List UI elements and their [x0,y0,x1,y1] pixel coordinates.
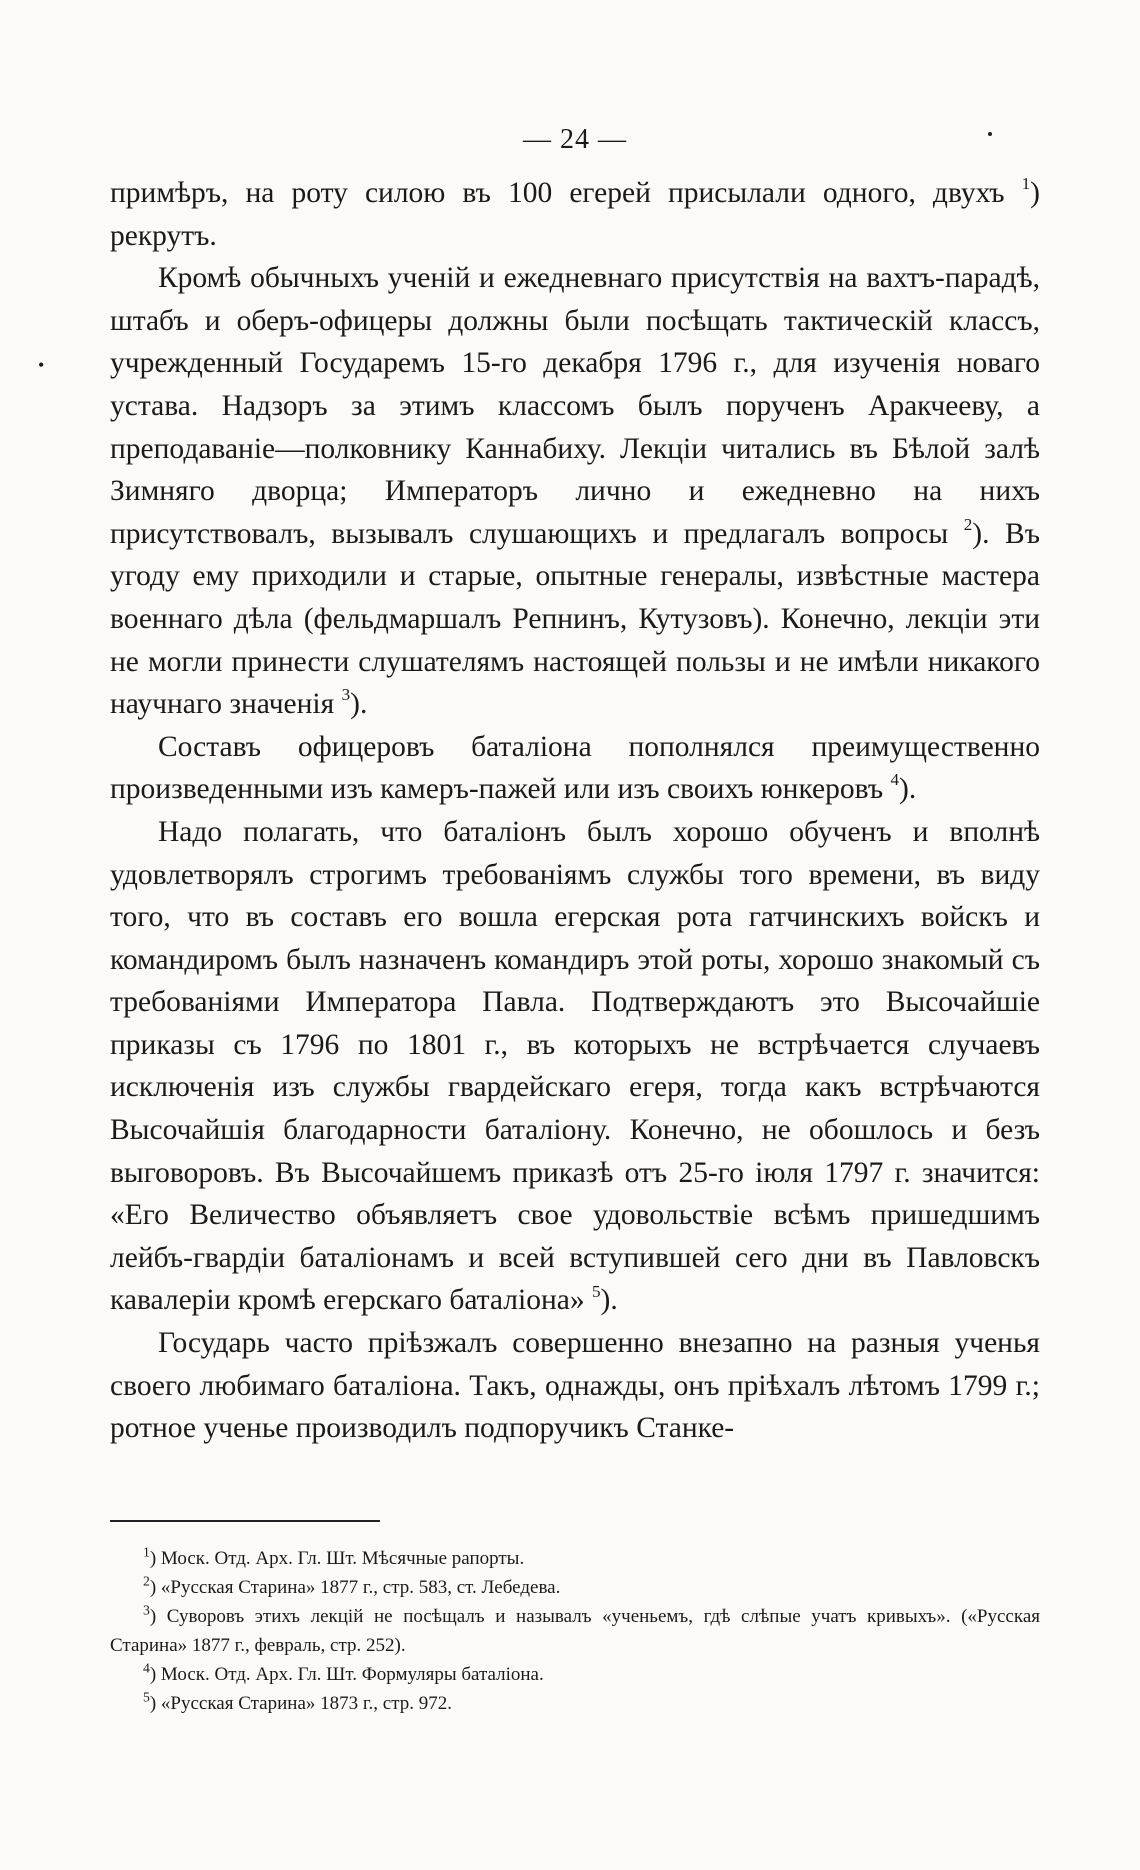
footnote-ref-4: 4 [890,770,900,790]
footnote-1-text: ) Моск. Отд. Арх. Гл. Шт. Мѣсячные рапорты. [149,1547,525,1569]
paragraph-1-tail: ) рекрутъ. [110,177,1040,252]
paragraph-2-tail: ). Въ угоду ему приходили и старые, опытные генералы, извѣстные мастера военнаго дѣла (фельдмаршалъ Репнинъ, Кутузовъ). Конечно, лекціи эти не могли принести слушателямъ настоящей пользы и не имѣли никакого научнаго значенія [110,517,1040,721]
paragraph-4-text: Надо полагать, что баталіонъ былъ хорошо обученъ и вполнѣ удовлетворялъ строгимъ требованіямъ службы того времени, въ виду того, что въ составъ его вошла егерская рота гатчинскихъ войскъ и командиромъ былъ назначенъ командиръ этой роты, хорошо знакомый съ требованіями Императора Павла. Подтверждаютъ это Высочайшіе приказы съ 1796 по 1801 г., въ которыхъ не встрѣчается случаевъ исключенія изъ службы гвардейскаго егеря, тогда какъ встрѣчаются Высочайшія благодарности баталіону. Конечно, не обошлось и безъ выговоровъ. Въ Высочайшемъ приказѣ отъ 25-го іюля 1797 г. значится: «Его Величество объявляетъ свое удовольствіе всѣмъ пришедшимъ лейбъ-гвардіи баталіонамъ и всей вступившей сего дни въ Павловскъ кавалеріи кромѣ егерскаго баталіона» [110,815,1040,1317]
footnote-ref-1: 1 [1021,174,1031,194]
footnotes [110,1544,1040,1718]
paragraph-1-text: примѣръ, на роту силою въ 100 егерей присылали одного, двухъ [110,177,1022,209]
footnote-5-number: 5 [143,1689,150,1705]
footnote-2-number: 2 [143,1573,150,1589]
main-text [110,172,1040,1450]
paragraph-1 [110,172,1040,257]
footnote-5-text: ) «Русская Старина» 1873 г., стр. 972. [149,1692,452,1714]
page-number: — 24 — [523,124,627,155]
footnote-5 [110,1689,1040,1718]
footnote-ref-5: 5 [591,1281,601,1301]
paragraph-3 [110,726,1040,811]
footnote-3-number: 3 [143,1602,150,1618]
paragraph-2 [110,257,1040,726]
footnote-4-text: ) Моск. Отд. Арх. Гл. Шт. Формуляры баталіона. [149,1663,544,1685]
paragraph-2-end: ). [350,688,368,721]
paragraph-4 [110,811,1040,1322]
footnote-1 [110,1544,1040,1573]
paragraph-2-text: Кромѣ обычныхъ ученій и ежедневнаго присутствія на вахтъ-парадѣ, штабъ и оберъ-офицеры должны были посѣщать тактическій классъ, учрежденный Государемъ 15-го декабря 1796 г., для изученія новаго устава. Надзоръ за этимъ классомъ былъ порученъ Аракчееву, а преподаваніе—полковнику Каннабиху. Лекціи читались въ Бѣлой залѣ Зимняго дворца; Императоръ лично и ежедневно на нихъ присутствовалъ, вызывалъ слушающихъ и предлагалъ вопросы [110,262,1040,550]
footnote-ref-3: 3 [341,685,351,705]
stray-ink-dot [988,132,992,136]
paragraph-3-tail: ). [899,773,917,806]
footnote-4 [110,1660,1040,1689]
paragraph-5 [110,1322,1040,1450]
footnote-divider [110,1520,380,1522]
paragraph-3-text: Составъ офицеровъ баталіона пополнялся преимущественно произведенными изъ камеръ-пажей или изъ своихъ юнкеровъ [110,730,1040,806]
paragraph-4-tail: ). [600,1284,618,1317]
footnote-1-number: 1 [143,1544,150,1560]
footnote-4-number: 4 [143,1660,150,1676]
footnote-3-text: ) Суворовъ этихъ лекцій не посѣщалъ и называлъ «ученьемъ, гдѣ слѣпые учатъ кривыхъ». («Русская Старина» 1877 г., февраль, стр. 252). [110,1605,1040,1656]
footnote-ref-2: 2 [963,514,973,534]
margin-mark: • [38,355,45,375]
footnote-2 [110,1573,1040,1602]
paragraph-5-text: Государь часто пріѣзжалъ совершенно внезапно на разныя ученья своего любимаго баталіона. Такъ, однажды, онъ пріѣхалъ лѣтомъ 1799 г.; ротное ученье производилъ подпоручикъ Станке- [110,1327,1040,1445]
footnote-2-text: ) «Русская Старина» 1877 г., стр. 583, ст. Лебедева. [149,1576,561,1598]
footnote-3 [110,1602,1040,1660]
